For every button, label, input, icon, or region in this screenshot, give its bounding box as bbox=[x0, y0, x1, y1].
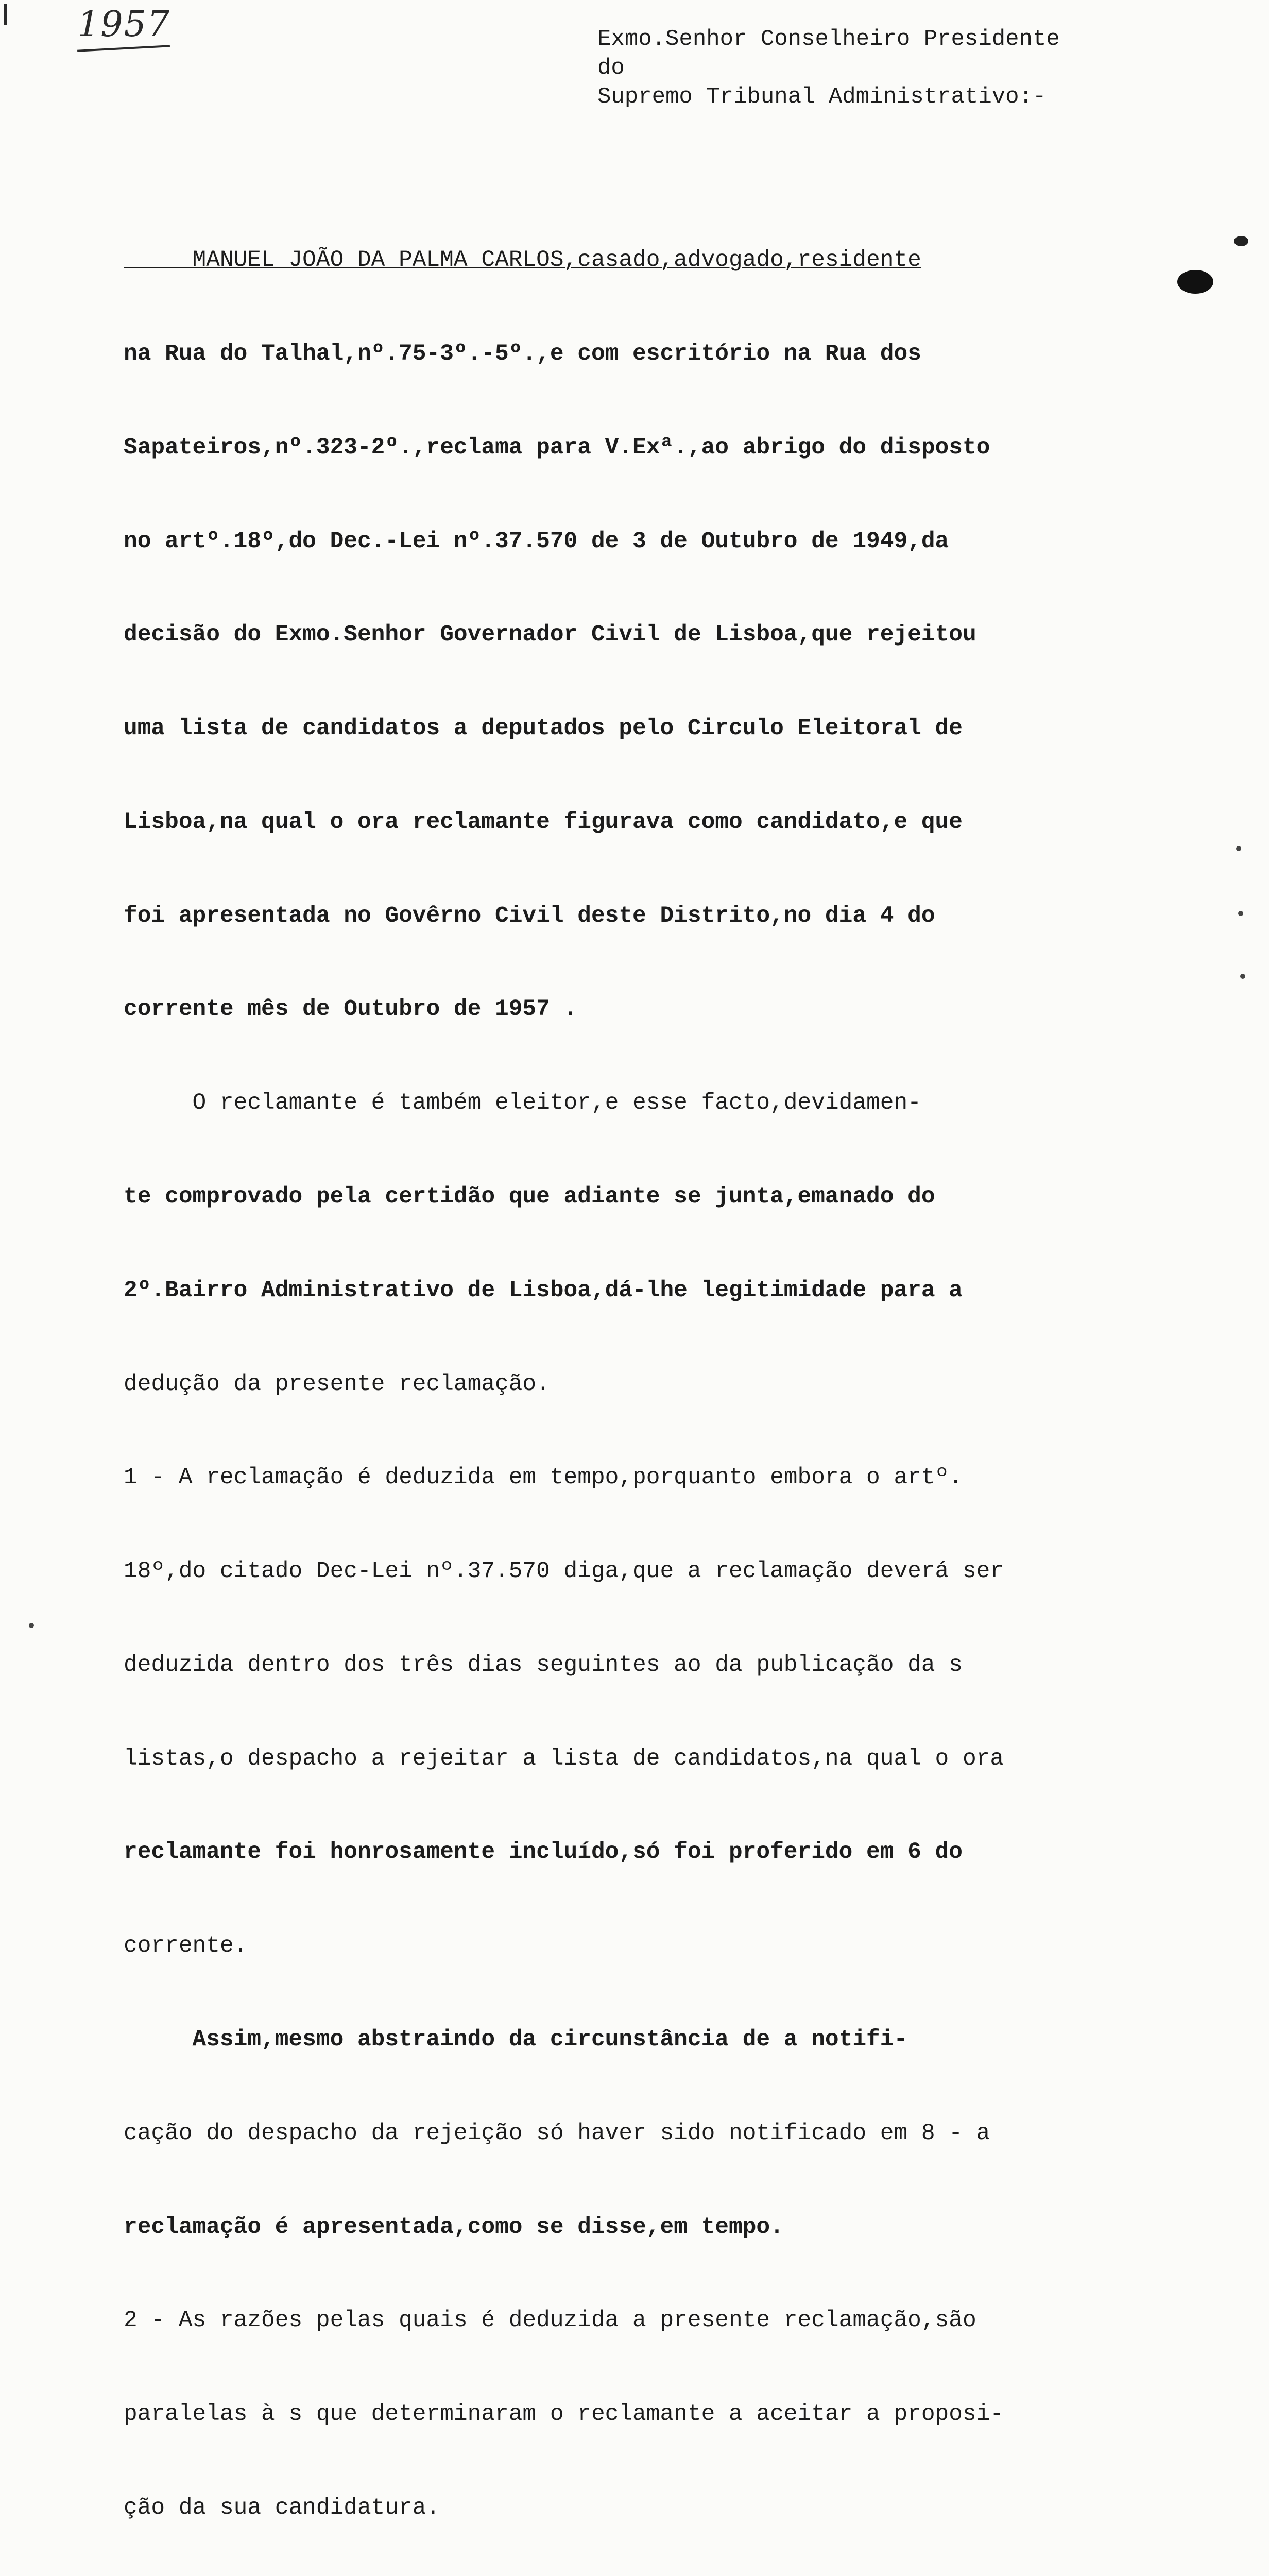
body-line: reclamação é apresentada,como se disse,em tempo. bbox=[124, 2214, 784, 2240]
body-line: MANUEL JOÃO DA PALMA CARLOS,casado,advogado,residente bbox=[124, 247, 921, 274]
body-line: corrente. bbox=[124, 1933, 248, 1959]
margin-mark bbox=[1240, 974, 1245, 979]
body-line: O reclamante é também eleitor,e esse facto,devidamen- bbox=[124, 1090, 921, 1116]
body-line: Assim,mesmo abstraindo da circunstância de a notifi- bbox=[124, 2027, 908, 2053]
body-line: decisão do Exmo.Senhor Governador Civil de Lisboa,que rejeitou bbox=[124, 622, 976, 648]
body-line: cação do despacho da rejeição só haver sido notificado em 8 - a bbox=[124, 2120, 990, 2146]
address-line: do bbox=[597, 55, 625, 81]
body-line: 18º,do citado Dec-Lei nº.37.570 diga,que a reclamação deverá ser bbox=[124, 1558, 1004, 1585]
body-line: listas,o despacho a rejeitar a lista de candidatos,na qual o ora bbox=[124, 1745, 1004, 1772]
body-line: 2º.Bairro Administrativo de Lisboa,dá-lhe legitimidade para a bbox=[124, 1277, 963, 1303]
margin-mark bbox=[29, 1623, 34, 1628]
body-line: 2 - As razões pelas quais é deduzida a presente reclamação,são bbox=[124, 2308, 976, 2334]
ink-blot bbox=[1177, 270, 1213, 294]
body-line: na Rua do Talhal,nº.75-3º.-5º.,e com escritório na Rua dos bbox=[124, 341, 921, 367]
body-line: Sapateiros,nº.323-2º.,reclama para V.Exª.,ao abrigo do disposto bbox=[124, 434, 990, 461]
body-line: ção da sua candidatura. bbox=[124, 2495, 440, 2521]
body-line: paralelas à s que determinaram o reclamante a aceitar a proposi- bbox=[124, 2401, 1004, 2428]
body-line: reclamante foi honrosamente incluído,só foi proferido em 6 do bbox=[124, 1839, 963, 1866]
body-line: no artº.18º,do Dec.-Lei nº.37.570 de 3 de Outubro de 1949,da bbox=[124, 528, 949, 554]
letter-body bbox=[124, 182, 1133, 2576]
margin-mark bbox=[1238, 911, 1243, 916]
body-line: te comprovado pela certidão que adiante se junta,emanado do bbox=[124, 1184, 935, 1210]
body-line: deduzida dentro dos três dias seguintes ao da publicação da s bbox=[124, 1652, 963, 1678]
corner-mark bbox=[4, 4, 7, 25]
address-block bbox=[597, 25, 1060, 111]
body-line: corrente mês de Outubro de 1957 . bbox=[124, 996, 578, 1023]
address-line: Supremo Tribunal Administrativo:- bbox=[597, 84, 1047, 110]
body-line: dedução da presente reclamação. bbox=[124, 1371, 550, 1397]
year-underline bbox=[77, 45, 170, 52]
body-line: 1 - A reclamação é deduzida em tempo,porquanto embora o artº. bbox=[124, 1465, 963, 1491]
body-line: Lisboa,na qual o ora reclamante figurava como candidato,e que bbox=[124, 809, 963, 835]
margin-mark bbox=[1236, 846, 1241, 851]
address-line: Exmo.Senhor Conselheiro Presidente bbox=[597, 26, 1060, 52]
body-line: foi apresentada no Govêrno Civil deste Distrito,no dia 4 do bbox=[124, 903, 935, 929]
body-line: uma lista de candidatos a deputados pelo Circulo Eleitoral de bbox=[124, 716, 963, 742]
ink-dot bbox=[1234, 236, 1248, 246]
handwritten-year-note: 1957 bbox=[77, 4, 171, 45]
